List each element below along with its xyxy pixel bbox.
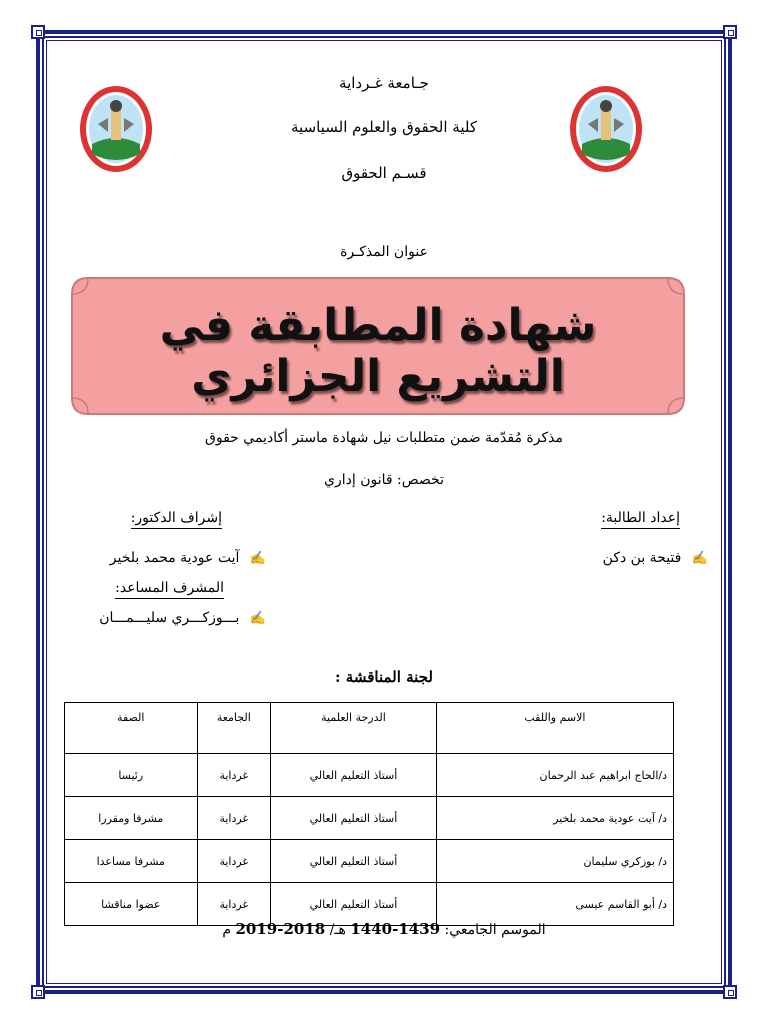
table-cell: د/الحاج ابراهيم عبد الرحمان — [436, 754, 673, 797]
faculty-name: كلية الحقوق والعلوم السياسية — [291, 118, 477, 136]
season-label: الموسم الجامعي: — [444, 922, 546, 938]
season-gregorian-suffix: م — [222, 922, 232, 938]
pen-icon: ✍ — [691, 551, 708, 566]
table-cell: د/ آيت عودية محمد بلخير — [436, 797, 673, 840]
university-logo-right — [568, 84, 644, 174]
university-logo-left — [78, 84, 154, 174]
memo-title-label: عنوان المذكـرة — [340, 244, 428, 260]
table-cell: غرداية — [197, 840, 271, 883]
table-cell: د/ أبو القاسم عيسى — [436, 883, 673, 926]
student-label: إعداد الطالبة: — [601, 510, 680, 529]
assistant-entry — [99, 610, 266, 626]
jury-table — [64, 702, 674, 926]
table-cell: أستاذ التعليم العالي — [271, 797, 437, 840]
corner-ornament-top-left — [31, 25, 45, 39]
supervisor-label: إشراف الدكتور: — [131, 510, 222, 529]
table-row — [65, 797, 674, 840]
academic-season — [0, 920, 768, 938]
table-header-cell: الصفة — [65, 703, 198, 754]
table-cell: غرداية — [197, 883, 271, 926]
table-header-row — [65, 703, 674, 754]
season-hijri: 1439-1440 — [350, 920, 441, 938]
supervisor-name: آيت عودية محمد بلخير — [109, 550, 240, 566]
corner-ornament-bottom-right — [723, 985, 737, 999]
thesis-title: شهادة المطابقة في التشريع الجزائري — [159, 300, 597, 402]
table-header-cell: الدرجة العلمية — [271, 703, 437, 754]
thesis-subtitle: مذكرة مُقدّمة ضمن متطلبات نيل شهادة ماستر أكاديمي حقوق — [205, 430, 563, 446]
assistant-supervisor-name: بـــوزكـــري سليـــمـــان — [99, 610, 240, 626]
table-cell: غرداية — [197, 797, 271, 840]
table-cell: غرداية — [197, 754, 271, 797]
corner-ornament-top-right — [723, 25, 737, 39]
assistant-label-block — [115, 580, 224, 596]
season-gregorian: 2018-2019 — [235, 920, 326, 938]
department-name: قسـم الحقوق — [341, 164, 427, 182]
student-name: فتيحة بن دكن — [602, 550, 682, 566]
table-header-cell: الاسم واللقب — [436, 703, 673, 754]
pen-icon: ✍ — [249, 611, 266, 626]
table-cell: مشرفا ومقررا — [65, 797, 198, 840]
table-cell: أستاذ التعليم العالي — [271, 754, 437, 797]
specialty: تخصص: قانون إداري — [324, 472, 444, 488]
season-hijri-suffix: هـ/ — [329, 922, 346, 938]
supervisor-entry — [110, 550, 266, 566]
student-entry — [603, 550, 708, 566]
table-cell: عضوا مناقشا — [65, 883, 198, 926]
corner-ornament-bottom-left — [31, 985, 45, 999]
university-name: جـامعة غـرداية — [339, 74, 429, 92]
table-cell: أستاذ التعليم العالي — [271, 840, 437, 883]
table-cell: أستاذ التعليم العالي — [271, 883, 437, 926]
pen-icon: ✍ — [249, 551, 266, 566]
student-label-block — [601, 510, 680, 526]
table-row — [65, 840, 674, 883]
assistant-supervisor-label: المشرف المساعد: — [115, 580, 224, 599]
table-cell: د/ بوزكري سليمان — [436, 840, 673, 883]
committee-label: لجنة المناقشة : — [335, 668, 433, 686]
supervisor-label-block — [131, 510, 222, 526]
table-cell: مشرفا مساعدا — [65, 840, 198, 883]
table-header-cell: الجامعة — [197, 703, 271, 754]
table-cell: رئيسا — [65, 754, 198, 797]
table-row — [65, 754, 674, 797]
